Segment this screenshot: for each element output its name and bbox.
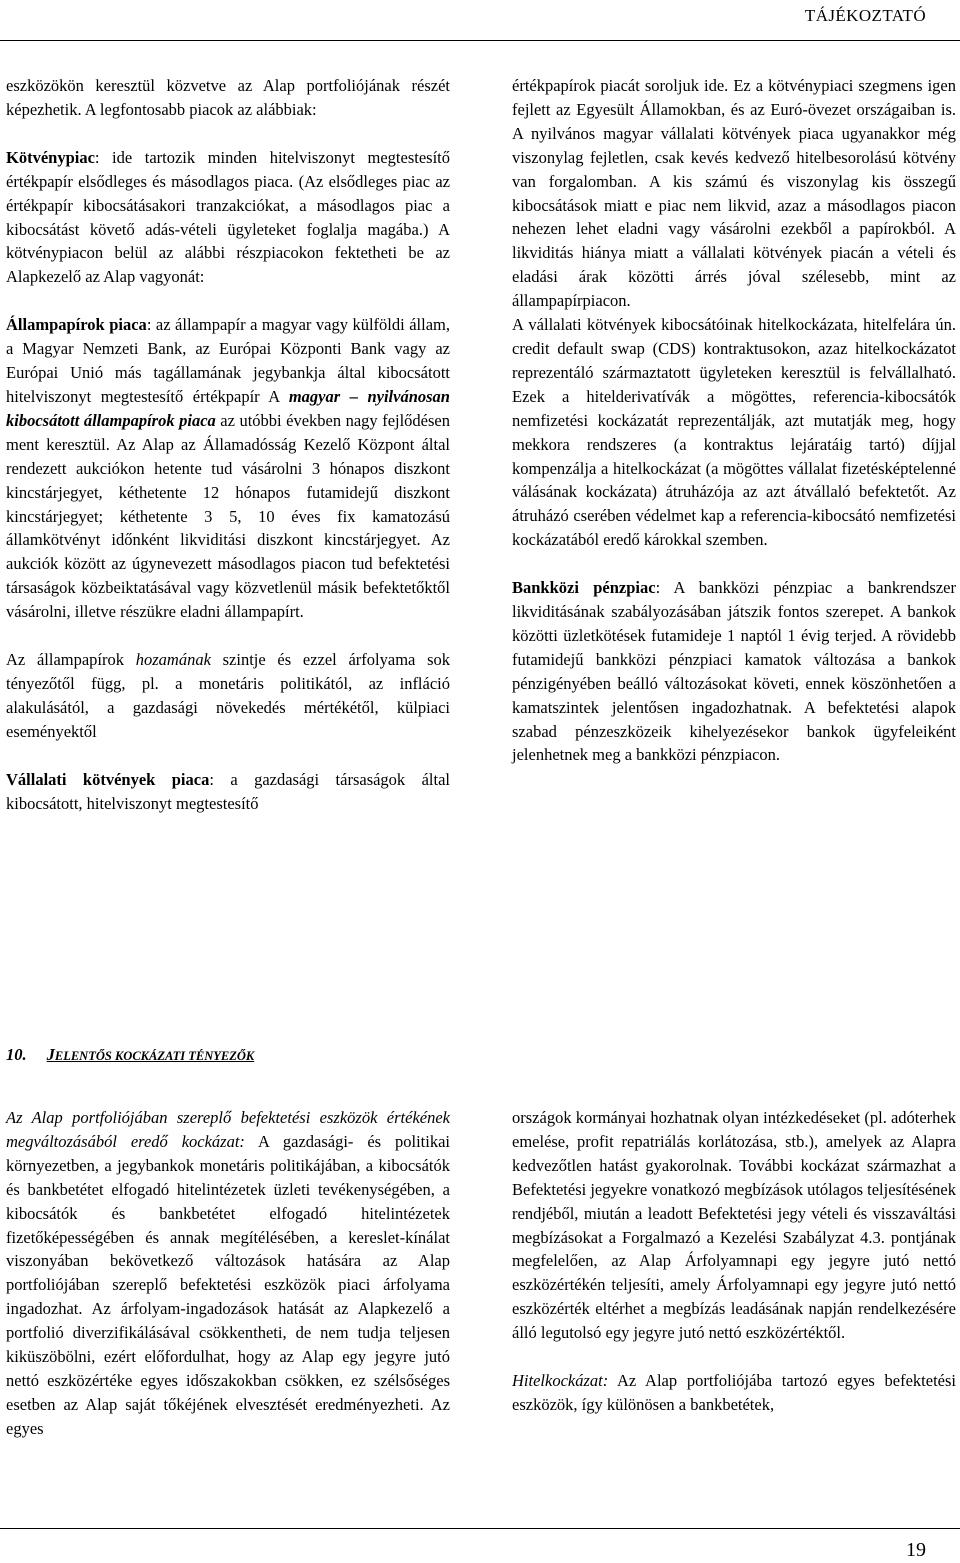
- paragraph-yield: Az állampapírok hozamának szintje és ezzel árfolyama sok tényezőtől függ, pl. a monetáris politikától, az infláció alakulásától, a gazdasági növekedés mértékétől, külpiaci eseményektől: [6, 650, 450, 741]
- running-header: TÁJÉKOZTATÓ: [804, 6, 926, 25]
- section1-left-column: [6, 74, 450, 815]
- footer-rule: [0, 1528, 960, 1529]
- page-number: 19: [906, 1539, 926, 1561]
- paragraph-corporate-bonds-cont: értékpapírok piacát soroljuk ide. Ez a kötvénypiaci szegmens igen fejlett az Egyesült Államokban, és az Euró-övezet országaiban is. A nyilvános magyar vállalati kötvények piaca ugyanakkor még viszonylag fejletlen, csak kevés kedvező hitelbesorolású kötvény van forgalomban. A kis számú és viszonylag kis összegű kibocsátások miatt e piac nem likvid, azaz a másodlagos piacon nehezen lehet eladni vagy vásárolni ezekből a papírokból. A likviditás hiánya miatt a vállalati kötvények piacán a vételi és eladási árak közötti árrés jóval szélesebb, mint az állampapírpiacon.: [512, 76, 956, 311]
- term-interbank-market: Bankközi pénzpiac: [512, 578, 656, 598]
- paragraph-settlement-risk: országok kormányai hozhatnak olyan intézkedéseket (pl. adóterhek emelése, profit repatriálás korlátozása, stb.), amelyek az Alapra kedvezőtlen hatást gyakorolnak. További kockázat származhat a Befektetési jegyekre vonatkozó megbízások utólagos teljesítésének rendjéből, miután a leadott Befektetési jegy vételi és visszaváltási megbízásokat a Forgalmazó a Kezelési Szabályzat 4.3. pontjának megfelelően, az Alap Árfolyamnapi egy jegyre jutó nettó eszközértékén teljesíti, amely Árfolyamnapi egy jegyre jutó nettó eszközérték eltérhet a megbízás leadásának napján rendelkezésére álló legutolsó egy jegyre jutó nettó eszközértéktől.: [512, 1108, 956, 1343]
- emphasis-market-risk: Az Alap portfoliójában szereplő befektetési eszközök értékének megváltozásából eredő kockázat:: [6, 1108, 450, 1151]
- paragraph-corporate-bonds: Vállalati kötvények piaca: a gazdasági társaságok által kibocsátott, hitelviszonyt megtestesítő: [6, 769, 450, 813]
- header-rule: [0, 40, 960, 41]
- section2-right-column: [512, 1106, 956, 1417]
- paragraph-credit-risk: Hitelkockázat: Az Alap portfoliójába tartozó egyes befektetési eszközök, így különösen a bankbetétek,: [512, 1371, 956, 1414]
- paragraph-government-securities: Állampapírok piaca: az állampapír a magyar vagy külföldi állam, a Magyar Nemzeti Bank, az Európai Központi Bank vagy az Európai Unió más tagállamának jegybankja által kibocsátott hitelviszonyt megtestesítő értékpapír A magyar – nyilvánosan kibocsátott állampapírok piaca az utóbbi években nagy fejlődésen ment keresztül. Az Alap az Államadósság Kezelő Központ által rendezett aukciókon hetente tud vásárolni 3 hónapos diszkont kincstárjegyet, kéthetente 12 hónapos futamidejű diszkont kincstárjegyet; kéthetente 3 5, 10 éves fix kamatozású államkötvényt időnként likviditási diszkont kincstárjegyet. Az aukciók között az úgynevezett másodlagos piacon tud befektetési társaságok közbeiktatásával vagy közvetlenül másik befektetőktől vásárolni, illetve részükre eladni állampapírt.: [6, 315, 451, 622]
- paragraph-market-risk: Az Alap portfoliójában szereplő befektetési eszközök értékének megváltozásából eredő kockázat: A gazdasági- és politikai környezetben, a jegybankok monetáris politikájában, a kibocsátók és bankbetétet elfogadó hitelintézetek üzleti tevékenységében, a kibocsátók és bankbetétet elfogadó hitelintézetek fizetőképességében és annak megítélésében, a kereslet-kínálat viszonyában bekövetkező változások hatására az Alap portfoliójában szereplő befektetési eszközök piaci árfolyama ingadozhat. Az árfolyam-ingadozások hatását az Alapkezelő a portfolió diverzifikálásával csökkentheti, de nem tudja teljesen kiküszöbölni, ezért előfordulhat, hogy az Alap egy jegyre jutó nettó eszközértéke egyes időszakokban csökken, ez szélsőséges esetben az Alap saját tőkéjének elvesztését eredményezheti. Az egyes: [6, 1108, 450, 1438]
- emphasis-public-gov-securities: magyar – nyilvánosan kibocsátott állampapírok piaca: [6, 386, 450, 430]
- emphasis-credit-risk: Hitelkockázat:: [512, 1371, 609, 1391]
- paragraph-intro: eszközökön keresztül közvetve az Alap portfoliójának részét képezhetik. A legfontosabb piacok az alábbiak:: [6, 76, 450, 119]
- term-bond-market: Kötvénypiac: [6, 147, 95, 167]
- section-number: 10.: [6, 1045, 27, 1064]
- term-corporate-bonds: Vállalati kötvények piaca: [6, 769, 210, 789]
- paragraph-bond-market: Kötvénypiac: ide tartozik minden hitelviszonyt megtestesítő értékpapír elsődleges és másodlagos piaca. (Az elsődleges piac az értékpapír kibocsátásakori tranzakciókat, a másodlagos piac a kibocsátást követő adás-vételi ügyleteket foglalja magába.) A kötvénypiacon belül az alábbi részpiacokon fektetheti be az Alapkezelő az Alap vagyonát:: [6, 147, 450, 287]
- paragraph-cds: A vállalati kötvények kibocsátóinak hitelkockázata, hitelfelára ún. credit default swap (CDS) kontraktusokon, azaz hitelkockázatot reprezentáló származtatott ügyleteken keresztül is felvállalható. Ezek a hitelderivatívák a mögöttes, referencia-kibocsátók nemfizetési kockázatát reprezentálják, azt mutatják meg, hogy mekkora rendszeres (a kontraktus lejáratáig tartó) díjjal kompenzálja a hitelkockázat (a mögöttes vállalat fizetésképtelenné válásának kockázata) átruházója az azt átvállaló befektetőt. Az átruházó cserében védelmet kap a referencia-kibocsátó nemfizetési kockázatából eredő károkkal szemben.: [512, 315, 956, 550]
- term-government-securities: Állampapírok piaca: [6, 315, 147, 335]
- emphasis-yield: hozamának: [135, 650, 211, 670]
- section-title: JELENTŐS KOCKÁZATI TÉNYEZŐK: [46, 1045, 255, 1064]
- section1-right-column: [512, 74, 956, 767]
- section-heading-risk-factors: [6, 1045, 254, 1065]
- section2-left-column: [6, 1106, 450, 1441]
- paragraph-interbank-market: Bankközi pénzpiac: A bankközi pénzpiac a bankrendszer likviditásának szabályozásában játszik fontos szerepet. A bankok közötti üzletkötések futamideje 1 naptól 1 évig terjed. A rövidebb futamidejű bankközi pénzpiaci kamatok változása a bankok pénzigényében beálló változásokat követi, ennek köszönhetően a kamatszintek jelentősen ingadozhatnak. A befektetési alapok szabad pénzeszközeik kihelyezésekor bankok ügyfeleiként jelenhetnek meg a bankközi pénzpiacon.: [512, 578, 956, 765]
